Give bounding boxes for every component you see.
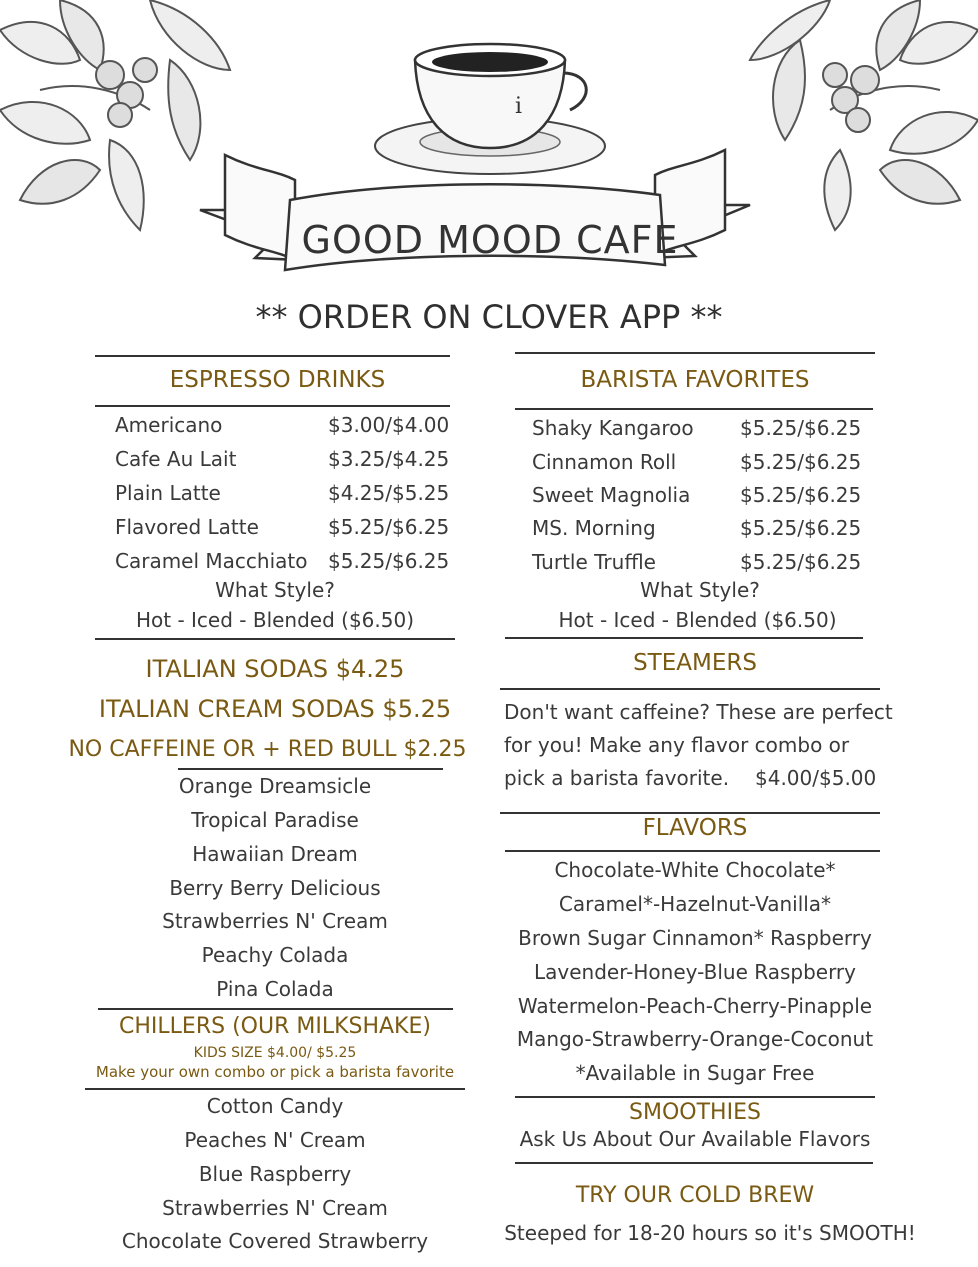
divider: [515, 408, 873, 410]
barista-section-title: BARISTA FAVORITES: [580, 367, 810, 393]
list-item: Watermelon-Peach-Cherry-Pinapple: [517, 994, 873, 1018]
menu-item-price: $5.25/$6.25: [740, 416, 862, 440]
menu-item-price: $5.25/$6.25: [740, 483, 862, 507]
menu-item-price: $5.25/$6.25: [740, 516, 862, 540]
order-note: ** ORDER ON CLOVER APP **: [255, 298, 723, 336]
steamers-description: pick a barista favorite.: [504, 766, 730, 790]
menu-item-name: Shaky Kangaroo: [532, 416, 694, 440]
menu-item-price: $5.25/$6.25: [740, 450, 862, 474]
menu-item-price: $4.25/$5.25: [328, 481, 450, 505]
menu-item-name: Sweet Magnolia: [532, 483, 691, 507]
steamers-description: Don't want caffeine? These are perfect: [504, 700, 893, 724]
divider: [515, 1096, 875, 1098]
menu-item-price: $5.25/$6.25: [740, 550, 862, 574]
list-item: Peaches N' Cream: [184, 1128, 366, 1152]
style-options: Hot - Iced - Blended ($6.50): [558, 608, 837, 632]
espresso-section-title: ESPRESSO DRINKS: [169, 367, 386, 393]
list-item: Peachy Colada: [201, 943, 349, 967]
style-question: What Style?: [215, 578, 335, 602]
menu-item-price: $5.25/$6.25: [328, 515, 450, 539]
italian-cream-sodas-price: ITALIAN CREAM SODAS $5.25: [98, 695, 452, 723]
menu-item-name: Cinnamon Roll: [532, 450, 677, 474]
list-item: Lavender-Honey-Blue Raspberry: [534, 960, 856, 984]
divider: [515, 352, 875, 354]
steamers-section-title: STEAMERS: [633, 650, 757, 676]
divider: [95, 405, 450, 407]
chillers-section-title: CHILLERS (OUR MILKSHAKE): [119, 1014, 431, 1039]
divider: [505, 637, 863, 639]
coffee-leaves-right-illustration: [740, 0, 978, 250]
menu-item-name: Cafe Au Lait: [115, 447, 237, 471]
menu-item-price: $5.25/$6.25: [328, 549, 450, 573]
list-item: Mango-Strawberry-Orange-Coconut: [516, 1027, 874, 1051]
divider: [98, 1008, 453, 1010]
divider: [505, 850, 880, 852]
list-item: Berry Berry Delicious: [169, 876, 381, 900]
divider: [178, 768, 443, 770]
divider: [500, 812, 880, 814]
list-item: Blue Raspberry: [198, 1162, 352, 1186]
italian-sodas-price: ITALIAN SODAS $4.25: [145, 655, 405, 683]
menu-item-name: Flavored Latte: [115, 515, 259, 539]
chillers-kids-size: KIDS SIZE $4.00/ $5.25: [193, 1045, 357, 1061]
list-item: Strawberries N' Cream: [162, 1196, 388, 1220]
steamers-price: $4.00/$5.00: [755, 766, 877, 790]
smoothies-section-title: SMOOTHIES: [629, 1100, 761, 1125]
no-caffeine-red-bull-price: NO CAFFEINE OR + RED BULL $2.25: [68, 737, 467, 762]
list-item: Chocolate-White Chocolate*: [554, 858, 836, 882]
list-item: Chocolate Covered Strawberry: [121, 1229, 429, 1253]
list-item: Strawberries N' Cream: [162, 909, 388, 933]
menu-item-name: Caramel Macchiato: [115, 549, 308, 573]
divider: [95, 638, 455, 640]
list-item: Orange Dreamsicle: [178, 774, 372, 798]
menu-item-name: Turtle Truffle: [532, 550, 656, 574]
menu-item-price: $3.00/$4.00: [328, 413, 450, 437]
smoothies-note: Ask Us About Our Available Flavors: [519, 1127, 871, 1151]
divider: [500, 688, 880, 690]
cafe-name: GOOD MOOD CAFE: [301, 218, 679, 262]
cold-brew-section-title: TRY OUR COLD BREW: [575, 1183, 815, 1208]
svg-text:i: i: [515, 94, 523, 119]
divider: [515, 1162, 873, 1164]
cold-brew-note: Steeped for 18-20 hours so it's SMOOTH!: [504, 1221, 916, 1245]
menu-item-price: $3.25/$4.25: [328, 447, 450, 471]
list-item: Brown Sugar Cinnamon* Raspberry: [518, 926, 872, 950]
divider: [85, 1088, 465, 1090]
menu-item-name: MS. Morning: [532, 516, 656, 540]
steamers-description: for you! Make any flavor combo or: [504, 733, 850, 757]
list-item: Hawaiian Dream: [192, 842, 358, 866]
style-question: What Style?: [640, 578, 760, 602]
list-item: Caramel*-Hazelnut-Vanilla*: [558, 892, 832, 916]
menu-item-name: Plain Latte: [115, 481, 221, 505]
list-item: Cotton Candy: [206, 1094, 344, 1118]
divider: [95, 355, 450, 357]
menu-item-name: Americano: [115, 413, 223, 437]
flavors-section-title: FLAVORS: [642, 815, 748, 841]
chillers-note: Make your own combo or pick a barista favorite: [95, 1063, 455, 1081]
style-options: Hot - Iced - Blended ($6.50): [135, 608, 415, 632]
list-item: Tropical Paradise: [191, 808, 359, 832]
list-item: *Available in Sugar Free: [575, 1061, 815, 1085]
list-item: Pina Colada: [216, 977, 334, 1001]
